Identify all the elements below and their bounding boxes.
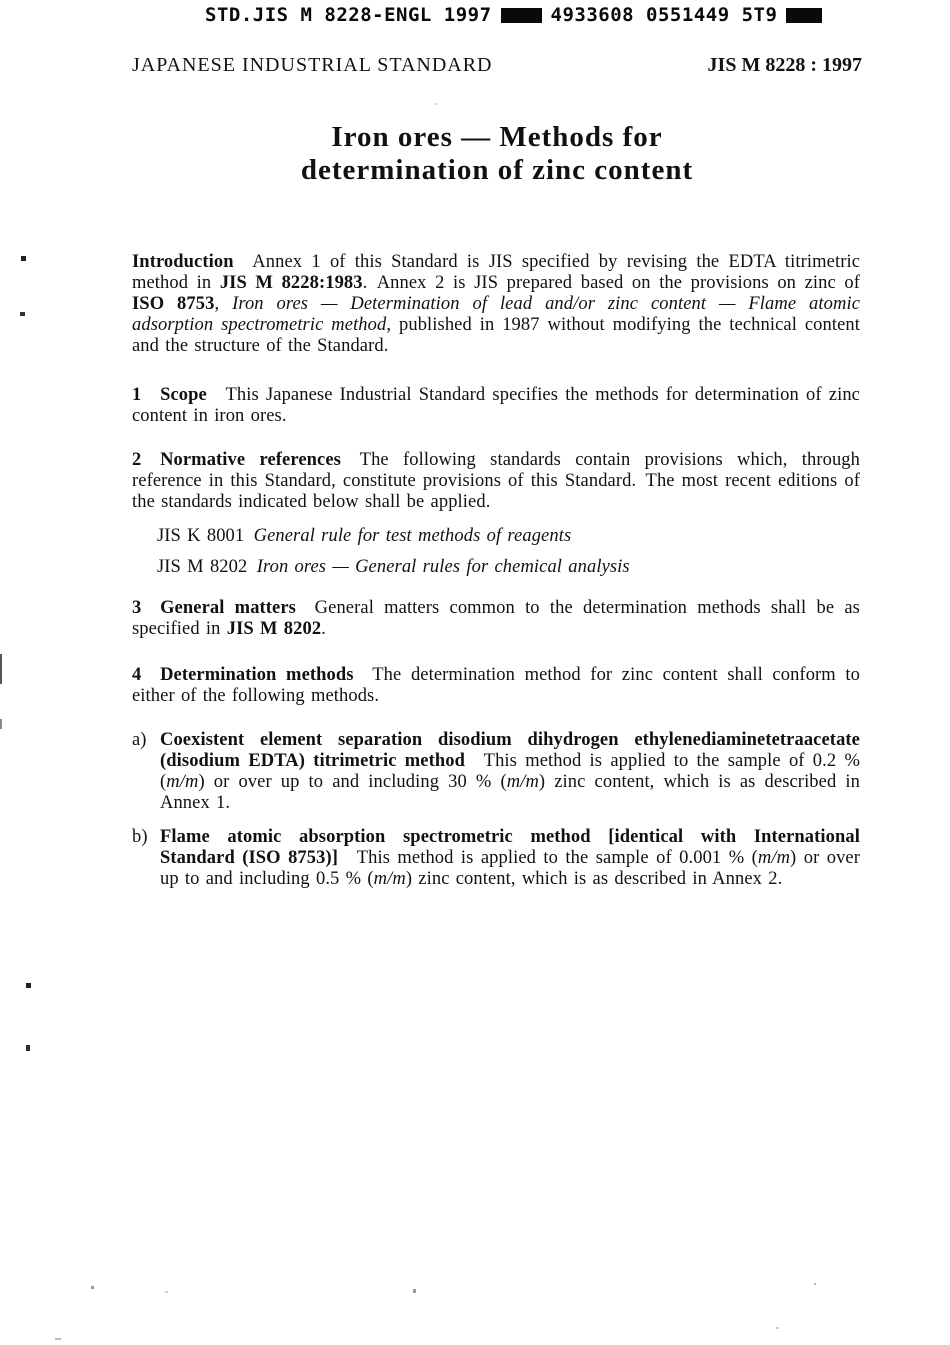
ocr-header-right-text: 4933608 0551449 5T9 [550,4,778,26]
scan-speck [165,1291,168,1293]
scan-speck [413,1289,416,1293]
reference-jis-k-8001: JIS K 8001 General rule for test methods of reagents [157,526,572,546]
masthead-standard-name: JAPANESE INDUSTRIAL STANDARD [132,54,493,76]
scan-speck [91,1286,94,1289]
scan-speck [26,983,31,988]
document-title [132,121,862,187]
document-title-line1: Iron ores — Methods for [331,121,663,153]
list-item-a-label: a) [132,730,147,750]
list-item-a-text: Coexistent element separation disodium dihydrogen ethylenediaminetetraacetate (disodium EDTA) titrimetric method This method is applied to the sample of 0.2 % (m/m) or over up to and including 30 % (m/m) zinc content, which is as described in Annex 1. [160,730,860,813]
list-item-a [132,730,860,814]
document-body [132,252,860,890]
ocr-black-bar-icon [786,8,822,23]
section-1-scope: 1 Scope This Japanese Industrial Standard specifies the methods for determination of zinc content in iron ores. [132,385,860,426]
list-item-b-text: Flame atomic absorption spectrometric method [identical with International Standard (ISO 8753)] This method is applied to the sample of 0.001 % (m/m) or over up to and including 0.5 % (m/m) zinc content, which is as described in Annex 2. [160,827,861,889]
masthead-standard-number: JIS M 8228 : 1997 [707,54,862,76]
section-3-general-matters: 3 General matters General matters common to the determination methods shall be as specified in JIS M 8202. [132,598,860,639]
scan-speck [55,1338,61,1340]
ocr-header [205,4,831,26]
scan-speck [0,719,2,729]
list-item-b-label: b) [132,827,148,847]
document-title-line2: determination of zinc content [300,154,694,186]
masthead [132,54,862,77]
scan-speck [434,103,437,105]
ocr-black-bar-icon [501,8,542,23]
scan-speck [814,1283,816,1285]
introduction-paragraph: Introduction Annex 1 of this Standard is JIS specified by revising the EDTA titrimetric method in JIS M 8228:1983. Annex 2 is JIS prepared based on the provisions on zinc of ISO 8753, Iron ores — Determination of lead and/or zinc content — Flame atomic adsorption spectrometric method, published in 1987 without modifying the technical content and the structure of the Standard. [132,252,860,356]
section-4-determination-methods: 4 Determination methods The determination method for zinc content shall conform to either of the following methods. [132,665,860,706]
list-item-b [132,827,860,890]
reference-jis-m-8202: JIS M 8202 Iron ores — General rules for chemical analysis [157,557,630,577]
scan-speck [26,1045,30,1051]
scan-speck [0,654,2,684]
ocr-header-left-text: STD.JIS M 8228-ENGL 1997 [205,4,492,26]
scan-speck [20,312,25,316]
scan-speck [776,1327,779,1329]
scan-speck [21,256,26,261]
section-2-normative-references: 2 Normative references The following standards contain provisions which, through reference in this Standard, constitute provisions of this Standard. The most recent editions of the standards indicated below shall be applied. [132,450,861,512]
